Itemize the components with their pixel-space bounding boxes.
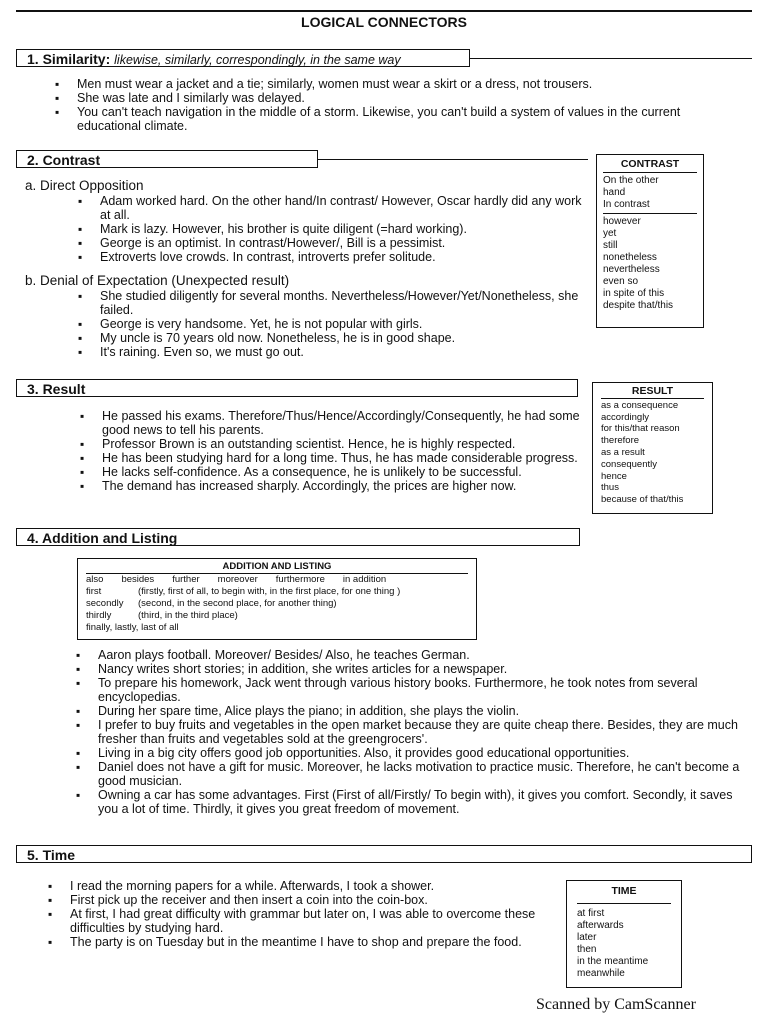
box-item: In contrast: [603, 199, 650, 210]
box-item: despite that/this: [603, 300, 674, 311]
contrast-box: [596, 154, 704, 328]
box-item: as a consequence: [601, 399, 679, 411]
table-title: ADDITION AND LISTING: [222, 561, 332, 572]
cell: (second, in the second place, for another thing): [138, 598, 337, 609]
list-item: ▪ I read the morning papers for a while. Afterwards, I took a shower.: [48, 879, 558, 893]
box-item: even so: [603, 276, 639, 287]
list-item: ▪ Aaron plays football. Moreover/ Besides/ Also, he teaches German.: [76, 648, 746, 662]
list-item: ▪ Adam worked hard. On the other hand/In contrast/ However, Oscar hardly did any work at all.: [78, 194, 583, 222]
cell: (firstly, first of all, to begin with, in the first place, for one thing ): [138, 586, 401, 597]
box-item: then: [577, 944, 597, 955]
list-item: ▪ My uncle is 70 years old now. Nonetheless, he is in good shape.: [78, 331, 583, 345]
list-item: ▪ Mark is lazy. However, his brother is quite diligent (=hard working).: [78, 222, 583, 236]
box-item: as a result: [601, 446, 645, 458]
table-row: [86, 610, 468, 622]
box-item: hence: [601, 470, 627, 482]
section-3-heading: 3. Result: [16, 379, 578, 397]
section-1-list: [55, 77, 725, 133]
list-item: ▪ George is very handsome. Yet, he is not popular with girls.: [78, 317, 583, 331]
list-item: ▪ Daniel does not have a gift for music. Moreover, he lacks motivation to practice music. Therefore, he can't become a good musician.: [76, 760, 746, 788]
box-item: yet: [603, 228, 617, 239]
box-item: meanwhile: [577, 968, 625, 979]
cell: thirdly: [86, 610, 112, 621]
cell: first: [86, 586, 102, 597]
cell: moreover: [217, 574, 258, 585]
section-2-heading: 2. Contrast: [16, 150, 318, 168]
cell: besides: [121, 574, 155, 585]
scanner-watermark: Scanned by CamScanner: [536, 996, 696, 1013]
divider: [577, 903, 671, 904]
section-1-subtitle: likewise, similarly, correspondingly, in the same way: [114, 53, 401, 67]
list-item: ▪ Nancy writes short stories; in addition, she writes articles for a newspaper.: [76, 662, 746, 676]
list-item: ▪ Owning a car has some advantages. First (First of all/Firstly/ To begin with), it gives you comfort. Secondly, it saves you a lot of time. Thirdly, it gives you great freedom of movement.: [76, 788, 746, 816]
section-1-title: 1. Similarity:: [27, 51, 111, 67]
box-item: hand: [603, 187, 626, 198]
list-item: ▪ He passed his exams. Therefore/Thus/Hence/Accordingly/Consequently, he had some good news to tell his parents.: [80, 409, 585, 437]
section-3-list: [80, 409, 585, 493]
cell: in addition: [342, 574, 387, 585]
table-row: finally, lastly, last of all: [86, 622, 179, 633]
list-item: ▪ I prefer to buy fruits and vegetables in the open market because they are quite cheap there. Besides, they are much fresher than fruits and vegetables sold at the greengrocers'.: [76, 718, 746, 746]
box-item: consequently: [601, 458, 657, 470]
box-item: at first: [577, 908, 605, 919]
list-item: ▪ You can't teach navigation in the middle of a storm. Likewise, you can't build a system of values in the current educational climate.: [55, 105, 725, 133]
section-1-rule: [470, 58, 752, 59]
box-item: nonetheless: [603, 252, 657, 263]
table-row: [86, 586, 468, 598]
divider: [601, 398, 704, 399]
page-title: LOGICAL CONNECTORS: [301, 14, 467, 30]
section-4-list: [76, 648, 746, 816]
section-4-heading: 4. Addition and Listing: [16, 528, 580, 546]
list-item: ▪ She studied diligently for several months. Nevertheless/However/Yet/Nonetheless, she failed.: [78, 289, 583, 317]
denial-list: [78, 289, 583, 359]
cell: secondly: [86, 598, 124, 609]
time-box: [566, 880, 682, 988]
list-item: ▪ Living in a big city offers good job opportunities. Also, it provides good educational opportunities.: [76, 746, 746, 760]
box-item: in spite of this: [603, 288, 665, 299]
box-item: afterwards: [577, 920, 624, 931]
box-item: On the other: [603, 175, 659, 186]
list-item: ▪ First pick up the receiver and then insert a coin into the coin-box.: [48, 893, 558, 907]
cell: also: [86, 574, 104, 585]
section-1-heading: [16, 49, 470, 67]
list-item: ▪ The demand has increased sharply. Accordingly, the prices are higher now.: [80, 479, 585, 493]
list-item: ▪ During her spare time, Alice plays the piano; in addition, she plays the violin.: [76, 704, 746, 718]
section-5-list: [48, 879, 558, 949]
cell: furthermore: [275, 574, 325, 585]
result-box-title: RESULT: [631, 385, 674, 397]
cell: further: [172, 574, 200, 585]
addition-listing-table: [77, 558, 477, 640]
contrast-box-title: CONTRAST: [620, 158, 680, 170]
direct-opposition-list: [78, 194, 583, 264]
box-item: therefore: [601, 435, 640, 447]
list-item: ▪ She was late and I similarly was delayed.: [55, 91, 725, 105]
box-item: for this/that reason: [601, 423, 680, 435]
time-box-title: TIME: [611, 885, 637, 897]
list-item: ▪ The party is on Tuesday but in the meantime I have to shop and prepare the food.: [48, 935, 558, 949]
list-item: ▪ At first, I had great difficulty with grammar but later on, I was able to overcome these difficulties by studying hard.: [48, 907, 558, 935]
box-item: however: [603, 216, 641, 227]
list-item: ▪ It's raining. Even so, we must go out.: [78, 345, 583, 359]
box-item: still: [603, 240, 618, 251]
section-2-rule: [318, 159, 588, 160]
subheading-direct-opposition: a. Direct Opposition: [25, 178, 144, 193]
box-item: later: [577, 932, 597, 943]
list-item: ▪ Extroverts love crowds. In contrast, introverts prefer solitude.: [78, 250, 583, 264]
list-item: ▪ George is an optimist. In contrast/However/, Bill is a pessimist.: [78, 236, 583, 250]
subheading-denial-of-expectation: b. Denial of Expectation (Unexpected result): [25, 273, 290, 288]
result-box: [592, 382, 713, 514]
divider: [603, 213, 697, 214]
list-item: ▪ He has been studying hard for a long time. Thus, he has made considerable progress.: [80, 451, 585, 465]
box-item: accordingly: [601, 411, 650, 423]
box-item: because of that/this: [601, 494, 684, 506]
cell: (third, in the third place): [138, 610, 238, 621]
list-item: ▪ Professor Brown is an outstanding scientist. Hence, he is highly respected.: [80, 437, 585, 451]
list-item: ▪ To prepare his homework, Jack went through various history books. Furthermore, he took notes from several encyclopedias.: [76, 676, 746, 704]
section-5-heading: 5. Time: [16, 845, 752, 863]
box-item: thus: [601, 482, 619, 494]
table-row: [86, 598, 468, 610]
divider: [603, 172, 697, 173]
box-item: in the meantime: [577, 956, 649, 967]
table-row: [86, 573, 468, 586]
list-item: ▪ He lacks self-confidence. As a consequence, he is unlikely to be successful.: [80, 465, 585, 479]
box-item: nevertheless: [603, 264, 660, 275]
top-rule: [16, 10, 752, 12]
list-item: ▪ Men must wear a jacket and a tie; similarly, women must wear a skirt or a dress, not trousers.: [55, 77, 725, 91]
